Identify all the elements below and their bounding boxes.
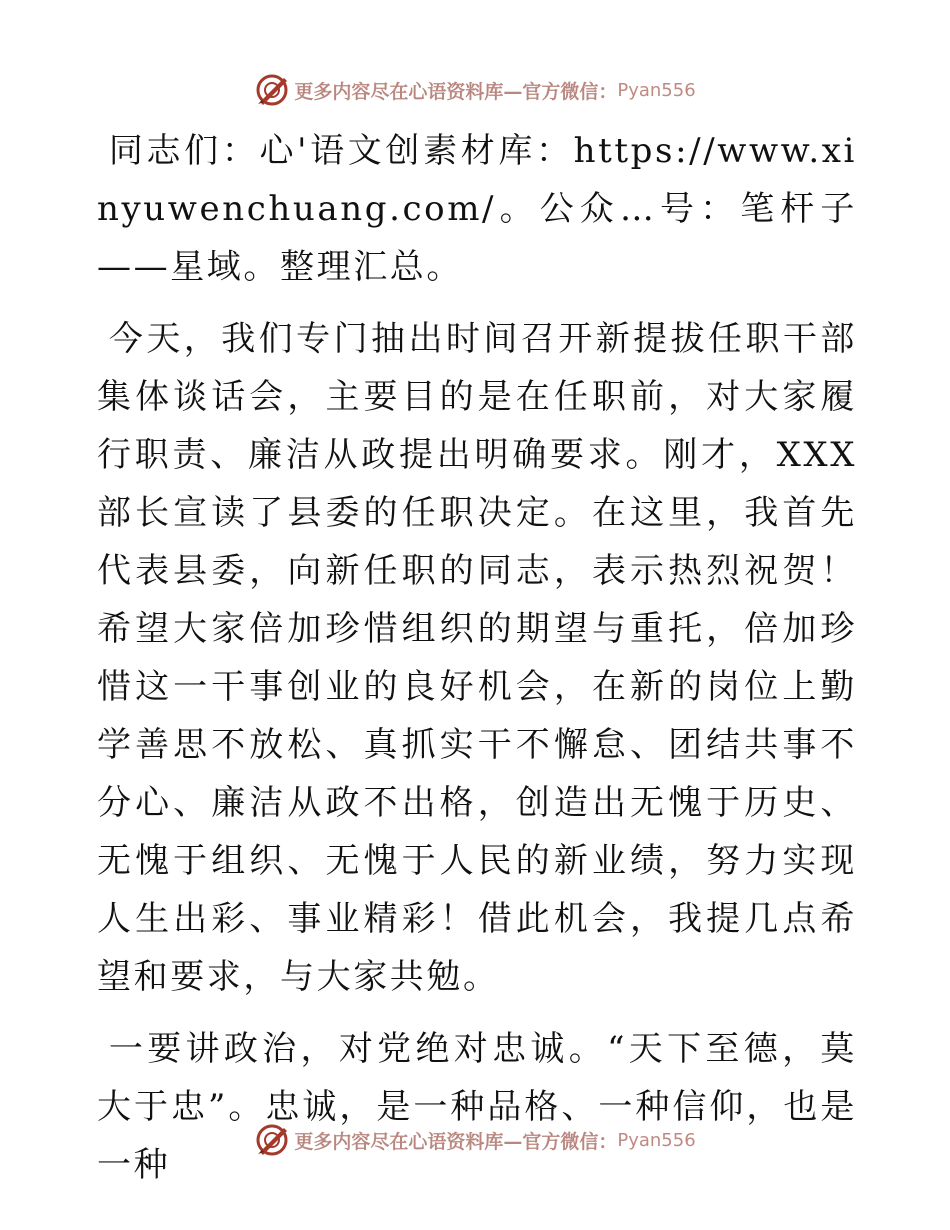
point-one-paragraph: 一要讲政治，对党绝对忠诚。“天下至德，莫大于忠”。忠诚，是一种品格、一种信仰，也是一种 [97,1029,857,1185]
footer-watermark [0,1120,950,1160]
header-watermark [0,70,950,110]
watermark-contact: Pyan556 [617,1129,696,1151]
document-body [97,122,857,1194]
watermark-contact: Pyan556 [617,79,696,101]
pen-logo-icon [254,1122,290,1158]
watermark-text: 更多内容尽在心语资料库—官方微信： [294,80,618,103]
watermark-text: 更多内容尽在心语资料库—官方微信： [294,1130,618,1153]
intro-paragraph: 同志们：心'语文创素材库：https://www.xinyuwenchuang.com/。公众…号：笔杆子——星域。整理汇总。 [97,131,857,287]
pen-logo-icon [254,72,290,108]
main-paragraph: 今天，我们专门抽出时间召开新提拔任职干部集体谈话会，主要目的是在任职前，对大家履行职责、廉洁从政提出明确要求。刚才，XXX部长宣读了县委的任职决定。在这里，我首先代表县委，向新任职的同志，表示热烈祝贺！希望大家倍加珍惜组织的期望与重托，倍加珍惜这一干事创业的良好机会，在新的岗位上勤学善思不放松、真抓实干不懈怠、团结共事不分心、廉洁从政不出格，创造出无愧于历史、无愧于组织、无愧于人民的新业绩，努力实现人生出彩、事业精彩！借此机会，我提几点希望和要求，与大家共勉。 [97,319,857,997]
